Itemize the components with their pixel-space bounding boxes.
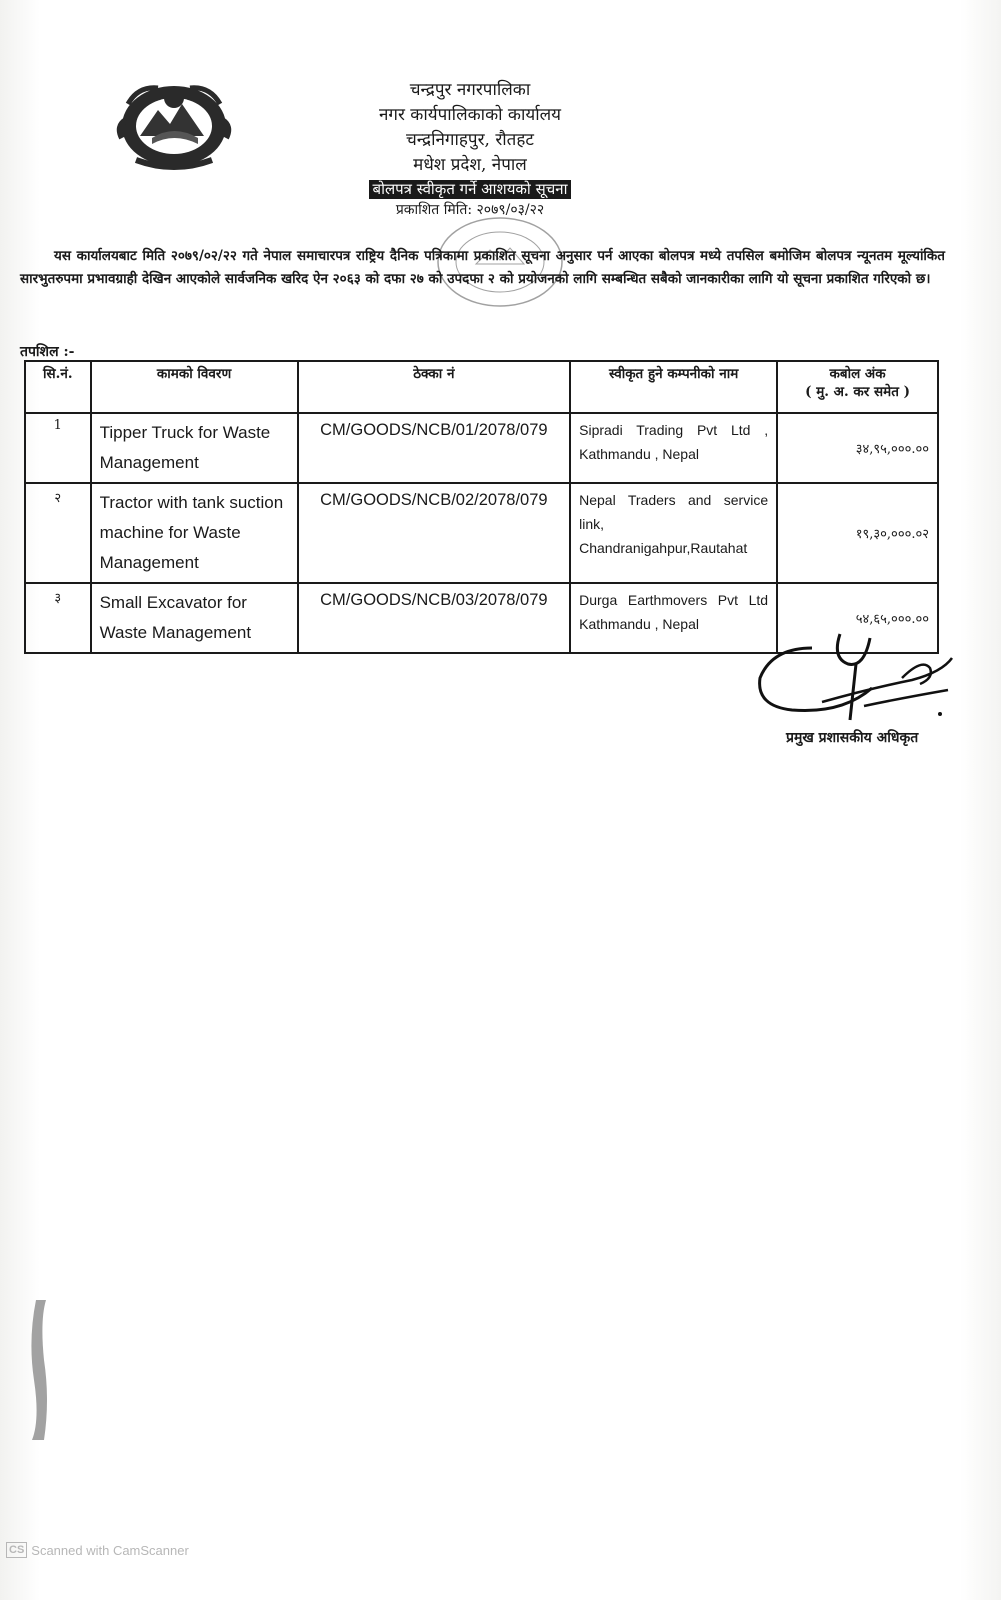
- header-amount: [777, 361, 938, 413]
- row-description: Tipper Truck for Waste Management: [91, 413, 298, 483]
- camscanner-logo: CS: [6, 1542, 27, 1558]
- row-sn: २: [25, 483, 91, 583]
- scanner-watermark: [6, 1542, 189, 1558]
- table-header-row: [25, 361, 938, 413]
- office-header: [300, 78, 640, 221]
- published-date: प्रकाशित मिति: २०७९/०३/२२: [395, 202, 545, 218]
- header-amount-line1: कबोल अंक: [829, 366, 886, 382]
- table-row: [25, 413, 938, 483]
- row-description: Small Excavator for Waste Management: [91, 583, 298, 653]
- row-company: Sipradi Trading Pvt Ltd , Kathmandu , Nepal: [570, 413, 777, 483]
- row-contract-no: CM/GOODS/NCB/03/2078/079: [298, 583, 571, 653]
- row-amount: ५४,६५,०००.००: [777, 583, 938, 653]
- row-sn: ३: [25, 583, 91, 653]
- scan-edge-shadow: [26, 1300, 52, 1440]
- notice-title: बोलपत्र स्वीकृत गर्ने आशयको सूचना: [369, 180, 572, 199]
- header-description: कामको विवरण: [91, 361, 298, 413]
- row-company: Nepal Traders and service link, Chandranigahpur,Rautahat: [570, 483, 777, 583]
- details-label: तपशिल :-: [20, 344, 75, 360]
- notice-body: यस कार्यालयबाट मिति २०७९/०२/२२ गते नेपाल समाचारपत्र राष्ट्रिय दैनिक पत्रिकामा प्रकाशित सूचना अनुसार पर्न आएका बोलपत्र मध्ये तपसिल बमोजिम बोलपत्र न्यूनतम मूल्यांकित सारभुतरुपमा प्रभावग्राही देखिन आएकोले सार्वजनिक खरिद ऐन २०६३ को दफा २७ को उपदफा २ को प्रयोजनको लागि सम्बन्धित सबैको जानकारीका लागि यो सूचना प्रकाशित गरिएको छ।: [20, 248, 945, 287]
- row-contract-no: CM/GOODS/NCB/01/2078/079: [298, 413, 571, 483]
- row-company: Durga Earthmovers Pvt Ltd Kathmandu , Nepal: [570, 583, 777, 653]
- municipality-name: चन्द्रपुर नगरपालिका: [409, 80, 531, 100]
- office-address: चन्द्रनिगाहपुर, रौतहट: [406, 130, 534, 150]
- signature-icon: [752, 628, 957, 728]
- header-sn: सि.नं.: [25, 361, 91, 413]
- signatory-title: प्रमुख प्रशासकीय अधिकृत: [786, 730, 919, 746]
- nepal-emblem-icon: [108, 74, 240, 174]
- header-contract-no: ठेक्का नं: [298, 361, 571, 413]
- row-sn: 1: [25, 413, 91, 483]
- row-contract-no: CM/GOODS/NCB/02/2078/079: [298, 483, 571, 583]
- table-row: [25, 483, 938, 583]
- row-amount: ३४,९५,०००.००: [777, 413, 938, 483]
- row-description: Tractor with tank suction machine for Waste Management: [91, 483, 298, 583]
- header-amount-line2: ( मु. अ. कर समेत ): [805, 384, 910, 400]
- camscanner-text: Scanned with CamScanner: [31, 1542, 189, 1558]
- office-name: नगर कार्यपालिकाको कार्यालय: [378, 105, 562, 125]
- awarded-bids-table: [24, 360, 939, 654]
- row-amount: १९,३०,०००.०२: [777, 483, 938, 583]
- header-company: स्वीकृत हुने कम्पनीको नाम: [570, 361, 777, 413]
- province-name: मधेश प्रदेश, नेपाल: [413, 155, 527, 175]
